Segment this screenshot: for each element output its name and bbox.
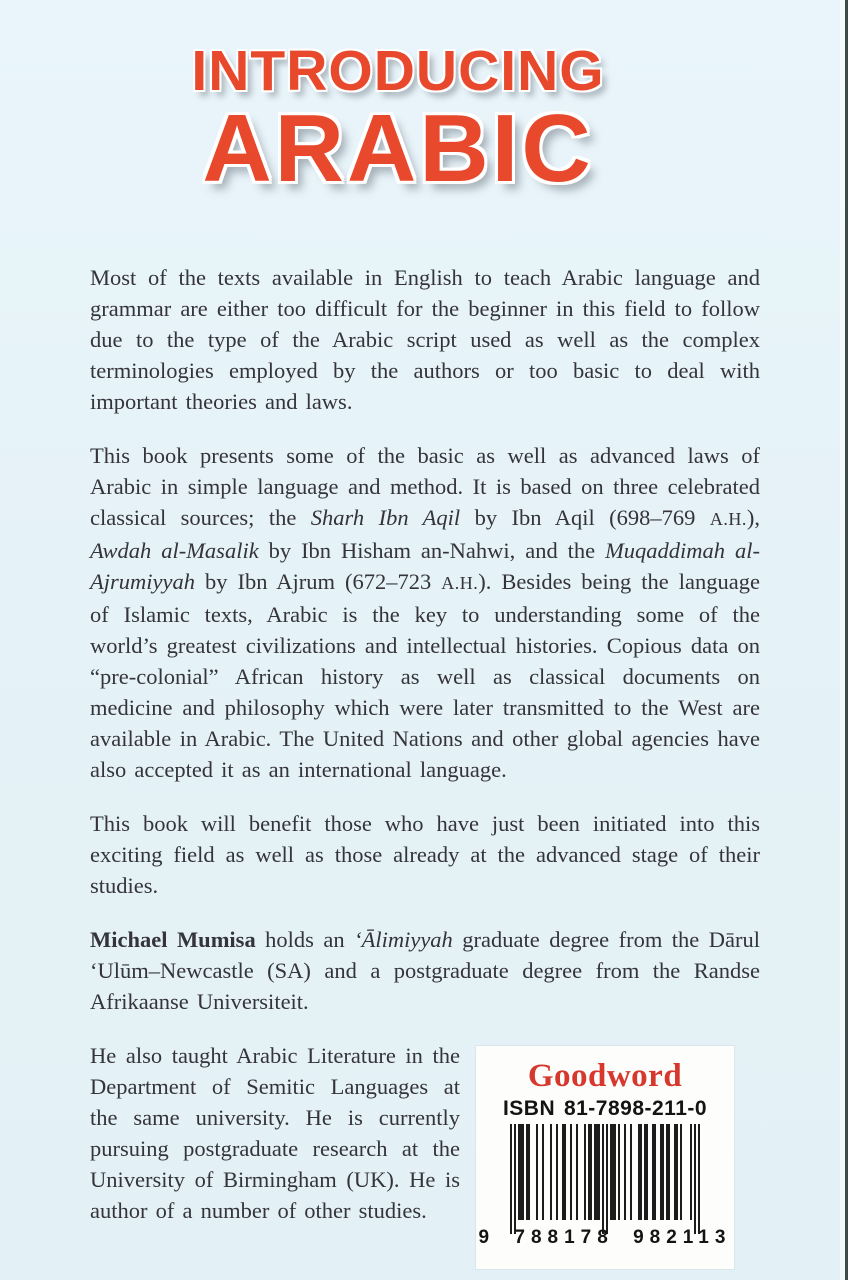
text-run: Michael Mumisa — [90, 926, 256, 952]
author-bio-continued-block — [90, 1040, 760, 1248]
text-run: holds an — [255, 926, 355, 952]
blurb-paragraph-3 — [90, 808, 760, 901]
text-run: ‘Ālimiyyah — [354, 926, 453, 952]
title-block — [0, 0, 822, 202]
blurb-paragraphs — [90, 262, 760, 1017]
blurb-paragraph-2 — [90, 440, 760, 785]
text-run: He also taught Arabic Literature in the Department of Semitic Languages at the same university. He is currently pursuing postgraduate research at the University of Birmingham (UK). He is author of a number of other studies. — [90, 1042, 460, 1223]
text-run: This book presents some of the basic as well as advanced laws of Arabic in simple language and method. It is based on three celebrated classical sources; the — [90, 442, 760, 530]
barcode-digits: 9 788178 982113 — [478, 1226, 732, 1248]
text-run: A.H. — [441, 572, 479, 593]
barcode-bar — [698, 1124, 700, 1234]
text-run: ). Besides being the language of Islamic texts, Arabic is the key to understanding some of the world’s greatest civilizations and intellectual histories. Copious data on “pre-colonial” African history as well as classical documents on medicine and philosophy which were later transmitted to the West are available in Arabic. The United Nations and other global agencies have also accepted it as an international language. — [90, 568, 760, 782]
text-run: ), — [746, 504, 760, 530]
back-cover-text — [0, 262, 848, 1248]
text-run: Most of the texts available in English to teach Arabic language and grammar are either too difficult for the beginner in this field to follow due to the type of the Arabic script used as well as the complex terminologies employed by the authors or too basic to deal with important theories and laws. — [90, 264, 760, 414]
text-run: by Ibn Hisham an-Nahwi, and the — [258, 537, 606, 563]
book-title-line-1: INTRODUCING — [191, 39, 605, 103]
publisher-barcode-box — [476, 1046, 734, 1269]
ean-barcode — [476, 1124, 734, 1234]
text-run: graduate degree from the Dārul ‘Ulūm–Newcastle (SA) and a postgraduate degree from the Randse Afrikaanse Universiteit. — [90, 926, 760, 1014]
isbn-label: ISBN 81-7898-211-0 — [502, 1096, 708, 1120]
publisher-name: Goodword — [527, 1057, 683, 1094]
text-run: Muqaddimah al-Ajrumiyyah — [90, 537, 760, 594]
text-run: This book will benefit those who have just been initiated into this exciting field as well as those already at the advanced stage of their studies. — [90, 810, 760, 898]
text-run: Sharh Ibn Aqil — [310, 504, 461, 530]
text-run: by Ibn Ajrum (672–723 — [194, 568, 442, 594]
blurb-paragraph-1 — [90, 262, 760, 417]
author-bio-intro — [90, 924, 760, 1017]
book-title-line-2: ARABIC — [202, 94, 594, 202]
text-run: A.H. — [709, 508, 747, 529]
text-run: Awdah al-Masalik — [90, 537, 259, 563]
text-run: by Ibn Aqil (698–769 — [460, 504, 710, 530]
